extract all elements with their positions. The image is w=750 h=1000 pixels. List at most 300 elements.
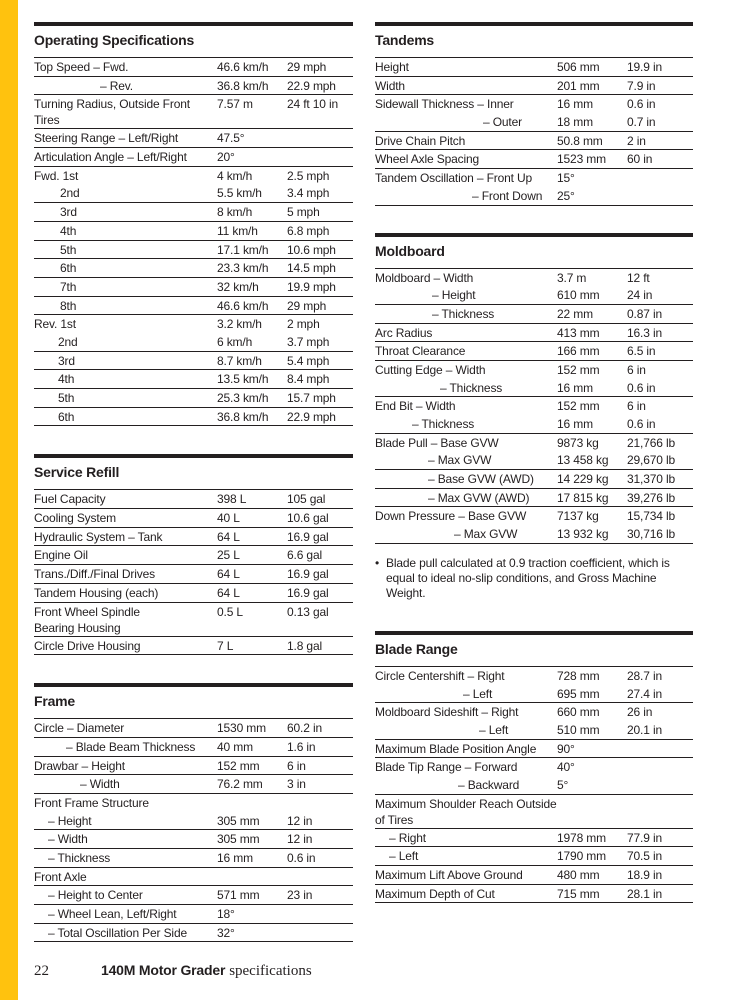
- spec-value-imperial: 10.6 gal: [287, 511, 329, 526]
- spec-value-imperial: 5.4 mph: [287, 353, 330, 368]
- spec-value-metric: 610 mm: [557, 288, 600, 303]
- spec-value-metric: 64 L: [217, 529, 240, 544]
- spec-value-imperial: 14.5 mph: [287, 261, 336, 276]
- spec-row: [375, 884, 693, 903]
- spec-label: – Left: [389, 849, 419, 864]
- section-title: Blade Range: [375, 631, 693, 667]
- spec-value-metric: 152 mm: [557, 399, 600, 414]
- spec-value-metric: 305 mm: [217, 813, 260, 828]
- spec-value-imperial: 5 mph: [287, 205, 320, 220]
- spec-value-imperial: 3 in: [287, 777, 306, 792]
- spec-value-imperial: 0.13 gal: [287, 604, 329, 619]
- spec-table: [34, 58, 353, 425]
- spec-value-imperial: 26 in: [627, 705, 653, 720]
- spec-label: – Height: [48, 813, 92, 828]
- spec-value-imperial: 19.9 in: [627, 60, 662, 74]
- spec-row: [34, 128, 353, 147]
- spec-value-metric: 16 mm: [557, 380, 593, 395]
- spec-label: Rev. 1st: [34, 317, 76, 332]
- spec-row: [375, 506, 693, 525]
- spec-row: [34, 508, 353, 527]
- spec-row: [375, 379, 693, 397]
- spec-value-imperial: 39,276 lb: [627, 490, 676, 505]
- spec-label: – Thickness: [440, 380, 503, 395]
- spec-value-imperial: 2.5 mph: [287, 168, 330, 183]
- spec-label: Circle – Diameter: [34, 721, 125, 736]
- table-bottom-rule: [375, 902, 693, 903]
- spec-label: Top Speed – Fwd.: [34, 60, 129, 74]
- spec-value-imperial: [627, 759, 693, 776]
- spec-label: Throat Clearance: [375, 344, 466, 359]
- spec-row: [375, 667, 693, 685]
- spec-row: [34, 221, 353, 240]
- spec-row: [34, 388, 353, 407]
- spec-value-metric: 46.6 km/h: [217, 60, 269, 74]
- spec-value-imperial: 6 in: [287, 758, 306, 773]
- spec-value-metric: 64 L: [217, 585, 240, 600]
- spec-label: – Total Oscillation Per Side: [48, 925, 187, 940]
- spec-row: [375, 739, 693, 758]
- spec-value-metric: 7137 kg: [557, 509, 599, 524]
- spec-row: [375, 94, 693, 113]
- spec-value-metric: 413 mm: [557, 325, 600, 340]
- spec-row: [34, 583, 353, 602]
- spec-value-metric: 660 mm: [557, 705, 600, 720]
- spec-table: [34, 490, 353, 654]
- spec-label: Drawbar – Height: [34, 758, 125, 773]
- spec-value-imperial: [287, 130, 353, 147]
- spec-label: Turning Radius, Outside Front Tires: [34, 97, 190, 128]
- spec-value-metric: 64 L: [217, 567, 240, 582]
- spec-row: [34, 885, 353, 904]
- spec-label: – Front Down: [472, 188, 543, 203]
- spec-table: [34, 719, 353, 941]
- spec-row: [34, 812, 353, 830]
- spec-value-metric: 5°: [557, 777, 569, 792]
- spec-value-metric: 9873 kg: [557, 435, 599, 450]
- spec-label: 5th: [58, 391, 75, 405]
- spec-value-imperial: [287, 149, 353, 166]
- spec-row: [375, 721, 693, 739]
- spec-row: [34, 258, 353, 277]
- spec-label: End Bit – Width: [375, 399, 456, 414]
- spec-value-imperial: 30,716 lb: [627, 527, 676, 542]
- spec-value-imperial: 77.9 in: [627, 830, 662, 845]
- spec-value-metric: 13.5 km/h: [217, 372, 269, 387]
- spec-value-imperial: [627, 170, 693, 187]
- spec-row: [375, 304, 693, 323]
- spec-row: [375, 113, 693, 131]
- spec-value-metric: 510 mm: [557, 722, 600, 737]
- spec-label: Fuel Capacity: [34, 492, 106, 507]
- spec-value-metric: 16 mm: [557, 417, 593, 431]
- spec-value-imperial: 2 in: [627, 133, 646, 148]
- spec-label: Fwd. 1st: [34, 168, 79, 183]
- spec-row: [34, 166, 353, 185]
- spec-value-metric: 1978 mm: [557, 830, 606, 845]
- spec-value-metric: 13 458 kg: [557, 453, 609, 468]
- spec-row: [34, 737, 353, 756]
- spec-value-imperial: 27.4 in: [627, 686, 662, 701]
- spec-value-metric: 90°: [557, 741, 575, 756]
- spec-label: Wheel Axle Spacing: [375, 152, 480, 167]
- spec-value-metric: 16 mm: [217, 851, 253, 865]
- spec-value-metric: 152 mm: [557, 362, 600, 377]
- spec-value-metric: 6 km/h: [217, 334, 253, 349]
- spec-value-metric: 728 mm: [557, 668, 600, 683]
- spec-value-imperial: 29 mph: [287, 298, 327, 313]
- spec-row: [34, 490, 353, 508]
- spec-row: [34, 602, 353, 636]
- spec-value-metric: 480 mm: [557, 868, 600, 882]
- spec-value-metric: 17 815 kg: [557, 490, 609, 505]
- spec-label: Engine Oil: [34, 548, 88, 563]
- spec-value-imperial: 0.6 in: [287, 851, 316, 865]
- spec-row: [375, 794, 693, 828]
- spec-row: [375, 149, 693, 168]
- spec-value-imperial: 60 in: [627, 152, 653, 167]
- spec-value-imperial: 15.7 mph: [287, 391, 336, 405]
- spec-label: 4th: [58, 372, 75, 387]
- spec-label: 6th: [60, 261, 77, 276]
- spec-row: [34, 867, 353, 886]
- spec-label: – Blade Beam Thickness: [66, 739, 196, 754]
- spec-value-metric: 20°: [217, 150, 235, 165]
- spec-row: [375, 685, 693, 703]
- spec-value-metric: 152 mm: [217, 758, 260, 773]
- spec-row: [34, 564, 353, 583]
- spec-value-metric: 25 L: [217, 548, 240, 563]
- spec-label: 2nd: [58, 334, 78, 349]
- spec-row: [375, 702, 693, 721]
- spec-value-imperial: 0.7 in: [627, 115, 656, 130]
- spec-value-metric: 11 km/h: [217, 223, 258, 238]
- spec-value-metric: 18 mm: [557, 115, 593, 130]
- spec-value-metric: 1523 mm: [557, 152, 606, 167]
- spec-value-imperial: 10.6 mph: [287, 242, 336, 257]
- spec-row: [375, 757, 693, 776]
- spec-value-metric: 47.5°: [217, 131, 245, 146]
- spec-value-imperial: 23 in: [287, 888, 313, 903]
- spec-row: [34, 202, 353, 221]
- section-title: Operating Specifications: [34, 22, 353, 58]
- spec-label: Maximum Blade Position Angle: [375, 741, 537, 756]
- spec-label: Front Wheel Spindle Bearing Housing: [34, 604, 140, 635]
- spec-label: – Height to Center: [48, 888, 143, 903]
- spec-label: Tandem Housing (each): [34, 585, 159, 600]
- spec-value-imperial: 16.3 in: [627, 325, 662, 340]
- spec-label: – Base GVW (AWD): [428, 472, 534, 487]
- spec-row: [375, 469, 693, 488]
- spec-value-metric: 8 km/h: [217, 205, 253, 220]
- spec-value-metric: 36.8 km/h: [217, 78, 269, 93]
- spec-label: – Width: [80, 777, 120, 792]
- spec-value-imperial: 18.9 in: [627, 868, 662, 882]
- spec-label: Maximum Lift Above Ground: [375, 868, 523, 882]
- spec-value-metric: 50.8 mm: [557, 133, 603, 148]
- spec-value-metric: [217, 869, 287, 886]
- spec-value-imperial: 22.9 mph: [287, 409, 336, 424]
- spec-label: – Max GVW: [428, 453, 492, 468]
- spec-value-metric: 16 mm: [557, 97, 593, 112]
- spec-row: [34, 774, 353, 793]
- table-bottom-rule: [34, 941, 353, 942]
- spec-value-metric: 32 km/h: [217, 279, 259, 294]
- spec-value-metric: [557, 796, 627, 828]
- spec-value-imperial: [627, 741, 693, 758]
- spec-value-imperial: 24 ft 10 in: [287, 97, 339, 112]
- spec-value-imperial: 105 gal: [287, 492, 326, 507]
- section-tandems: [375, 22, 693, 206]
- spec-row: [34, 314, 353, 333]
- spec-value-imperial: 19.9 mph: [287, 279, 336, 294]
- spec-value-metric: 7 L: [217, 638, 234, 653]
- spec-row: [34, 848, 353, 867]
- spec-row: [375, 187, 693, 205]
- spec-value-metric: 1530 mm: [217, 721, 266, 736]
- spec-value-metric: 13 932 kg: [557, 527, 609, 542]
- spec-label: Blade Pull – Base GVW: [375, 435, 499, 450]
- spec-value-metric: 715 mm: [557, 886, 600, 901]
- spec-value-metric: 166 mm: [557, 344, 600, 359]
- spec-row: [375, 269, 693, 287]
- spec-row: [34, 333, 353, 351]
- spec-value-imperial: 0.6 in: [627, 417, 656, 431]
- spec-row: [34, 369, 353, 388]
- footnote-text: Blade pull calculated at 0.9 traction coefficient, which is equal to ideal no-slip conditions, and Gross Machine Weight.: [386, 555, 670, 600]
- spec-label: 8th: [60, 298, 77, 313]
- spec-value-imperial: 15,734 lb: [627, 509, 676, 524]
- spec-label: – Max GVW (AWD): [428, 490, 530, 505]
- spec-value-metric: 40 mm: [217, 739, 253, 754]
- spec-value-metric: 571 mm: [217, 888, 260, 903]
- spec-label: Circle Centershift – Right: [375, 668, 505, 683]
- spec-value-metric: 22 mm: [557, 306, 593, 321]
- spec-label: Cutting Edge – Width: [375, 362, 486, 377]
- spec-label: Trans./Diff./Final Drives: [34, 567, 155, 582]
- spec-row: [34, 793, 353, 812]
- spec-value-imperial: 22.9 mph: [287, 78, 336, 93]
- spec-label: Width: [375, 78, 405, 93]
- spec-row: [375, 168, 693, 187]
- spec-row: [34, 923, 353, 942]
- spec-label: – Max GVW: [454, 527, 518, 542]
- spec-label: Down Pressure – Base GVW: [375, 509, 527, 524]
- spec-label: Maximum Shoulder Reach Outside of Tires: [375, 796, 557, 827]
- spec-label: Hydraulic System – Tank: [34, 529, 163, 544]
- spec-label: Front Frame Structure: [34, 795, 149, 810]
- spec-value-imperial: [287, 795, 353, 812]
- page-footer: [34, 962, 312, 980]
- spec-row: [375, 396, 693, 415]
- spec-row: [34, 184, 353, 202]
- spec-value-imperial: 0.87 in: [627, 306, 662, 321]
- spec-value-imperial: [627, 777, 693, 794]
- spec-row: [34, 94, 353, 128]
- spec-value-metric: 8.7 km/h: [217, 353, 262, 368]
- right-column: [375, 22, 693, 903]
- spec-row: [375, 525, 693, 543]
- spec-value-imperial: 6 in: [627, 399, 646, 414]
- spec-value-metric: 1790 mm: [557, 849, 606, 864]
- bullet-icon: •: [375, 555, 380, 570]
- spec-row: [34, 756, 353, 775]
- spec-value-imperial: 12 ft: [627, 270, 650, 285]
- spec-value-metric: 25°: [557, 188, 575, 203]
- spec-value-imperial: [287, 925, 353, 942]
- spec-value-metric: 0.5 L: [217, 604, 243, 619]
- section-moldboard: [375, 233, 693, 601]
- spec-value-imperial: 28.1 in: [627, 886, 662, 901]
- spec-value-imperial: 12 in: [287, 813, 313, 828]
- spec-label: 2nd: [60, 186, 80, 201]
- spec-row: [375, 76, 693, 95]
- spec-label: – Height: [432, 288, 476, 303]
- spec-row: [375, 341, 693, 360]
- spec-label: 3rd: [58, 353, 75, 368]
- spec-value-imperial: 0.6 in: [627, 380, 656, 395]
- spec-label: 6th: [58, 409, 75, 424]
- spec-row: [34, 719, 353, 737]
- spec-value-imperial: 28.7 in: [627, 668, 662, 683]
- spec-row: [375, 286, 693, 304]
- spec-value-metric: 23.3 km/h: [217, 261, 269, 276]
- spec-value-metric: 305 mm: [217, 832, 260, 847]
- section-title: Service Refill: [34, 454, 353, 490]
- spec-value-imperial: 21,766 lb: [627, 435, 676, 450]
- spec-label: Maximum Depth of Cut: [375, 886, 495, 901]
- spec-value-metric: 40°: [557, 760, 575, 775]
- table-bottom-rule: [375, 543, 693, 544]
- spec-value-metric: 398 L: [217, 492, 247, 507]
- spec-value-metric: 201 mm: [557, 78, 600, 93]
- spec-row: [34, 58, 353, 76]
- spec-label: – Left: [463, 686, 493, 701]
- spec-label: – Left: [479, 722, 509, 737]
- spec-value-metric: 15°: [557, 171, 575, 186]
- spec-label: Blade Tip Range – Forward: [375, 760, 518, 775]
- section-blade-range: [375, 631, 693, 904]
- spec-value-imperial: 70.5 in: [627, 849, 662, 864]
- spec-label: 4th: [60, 223, 77, 238]
- spec-label: Circle Drive Housing: [34, 638, 141, 653]
- spec-row: [375, 415, 693, 433]
- spec-row: [34, 829, 353, 848]
- spec-value-imperial: 1.8 gal: [287, 638, 322, 653]
- spec-value-imperial: 16.9 gal: [287, 585, 329, 600]
- spec-table: [375, 667, 693, 903]
- spec-value-imperial: 1.6 in: [287, 739, 316, 754]
- spec-row: [34, 76, 353, 95]
- spec-value-metric: 506 mm: [557, 60, 600, 74]
- spec-value-imperial: 6.5 in: [627, 344, 656, 359]
- spec-label: Moldboard Sideshift – Right: [375, 705, 519, 720]
- section-title: Tandems: [375, 22, 693, 58]
- spec-value-metric: 4 km/h: [217, 168, 253, 183]
- spec-row: [34, 527, 353, 546]
- spec-row: [375, 360, 693, 379]
- spec-row: [34, 296, 353, 315]
- spec-label: – Right: [389, 830, 426, 845]
- spec-value-metric: 76.2 mm: [217, 777, 263, 792]
- spec-value-metric: 46.6 km/h: [217, 298, 269, 313]
- spec-value-metric: 40 L: [217, 511, 240, 526]
- spec-row: [34, 351, 353, 370]
- spec-value-imperial: 29,670 lb: [627, 453, 676, 468]
- spec-value-metric: 18°: [217, 907, 235, 922]
- spec-value-metric: 5.5 km/h: [217, 186, 262, 201]
- spec-label: Tandem Oscillation – Front Up: [375, 171, 533, 186]
- spec-value-imperial: [287, 869, 353, 886]
- spec-value-imperial: 6 in: [627, 362, 646, 377]
- spec-label: – Backward: [458, 777, 520, 792]
- spec-row: [375, 323, 693, 342]
- section-service-refill: [34, 454, 353, 655]
- spec-value-imperial: 2 mph: [287, 317, 320, 332]
- section-title: Frame: [34, 683, 353, 719]
- spec-row: [34, 407, 353, 426]
- footer-model-name: 140M Motor Grader: [101, 962, 226, 978]
- spec-value-metric: 7.57 m: [217, 97, 253, 112]
- spec-value-metric: 17.1 km/h: [217, 242, 269, 257]
- spec-value-metric: 25.3 km/h: [217, 391, 269, 405]
- spec-label: 7th: [60, 279, 77, 294]
- spec-row: [34, 545, 353, 564]
- table-bottom-rule: [34, 654, 353, 655]
- footnote: [375, 556, 693, 601]
- spec-label: – Thickness: [48, 851, 111, 865]
- spec-label: – Thickness: [412, 417, 475, 431]
- spec-label: Steering Range – Left/Right: [34, 131, 179, 146]
- spec-row: [34, 147, 353, 166]
- spec-label: – Wheel Lean, Left/Right: [48, 907, 177, 922]
- spec-value-imperial: 6.8 mph: [287, 223, 330, 238]
- spec-row: [375, 865, 693, 884]
- spec-row: [375, 846, 693, 865]
- footer-label: specifications: [229, 963, 312, 979]
- spec-value-imperial: [627, 188, 693, 205]
- spec-label: – Thickness: [432, 306, 495, 321]
- spec-value-imperial: 8.4 mph: [287, 372, 330, 387]
- table-bottom-rule: [34, 425, 353, 426]
- spec-value-imperial: [287, 906, 353, 923]
- spec-label: Sidewall Thickness – Inner: [375, 97, 514, 112]
- spec-row: [34, 240, 353, 259]
- spec-label: Height: [375, 60, 409, 74]
- spec-row: [375, 131, 693, 150]
- section-operating-specifications: [34, 22, 353, 426]
- yellow-accent-bar: [0, 0, 18, 1000]
- spec-value-imperial: 6.6 gal: [287, 548, 322, 563]
- spec-value-metric: 14 229 kg: [557, 472, 609, 487]
- spec-value-metric: 32°: [217, 925, 235, 940]
- left-column: [34, 22, 353, 942]
- spec-label: Front Axle: [34, 869, 87, 884]
- spec-row: [34, 277, 353, 296]
- spec-value-imperial: 3.7 mph: [287, 334, 330, 349]
- spec-table: [375, 269, 693, 543]
- spec-label: 3rd: [60, 205, 77, 220]
- spec-value-imperial: 12 in: [287, 832, 313, 847]
- spec-value-imperial: 31,370 lb: [627, 472, 676, 487]
- spec-row: [375, 828, 693, 847]
- spec-label: 5th: [60, 242, 77, 257]
- spec-label: – Rev.: [100, 78, 133, 93]
- spec-table: [375, 58, 693, 205]
- spec-row: [375, 433, 693, 452]
- page-number: 22: [34, 963, 49, 979]
- spec-value-imperial: 24 in: [627, 288, 653, 303]
